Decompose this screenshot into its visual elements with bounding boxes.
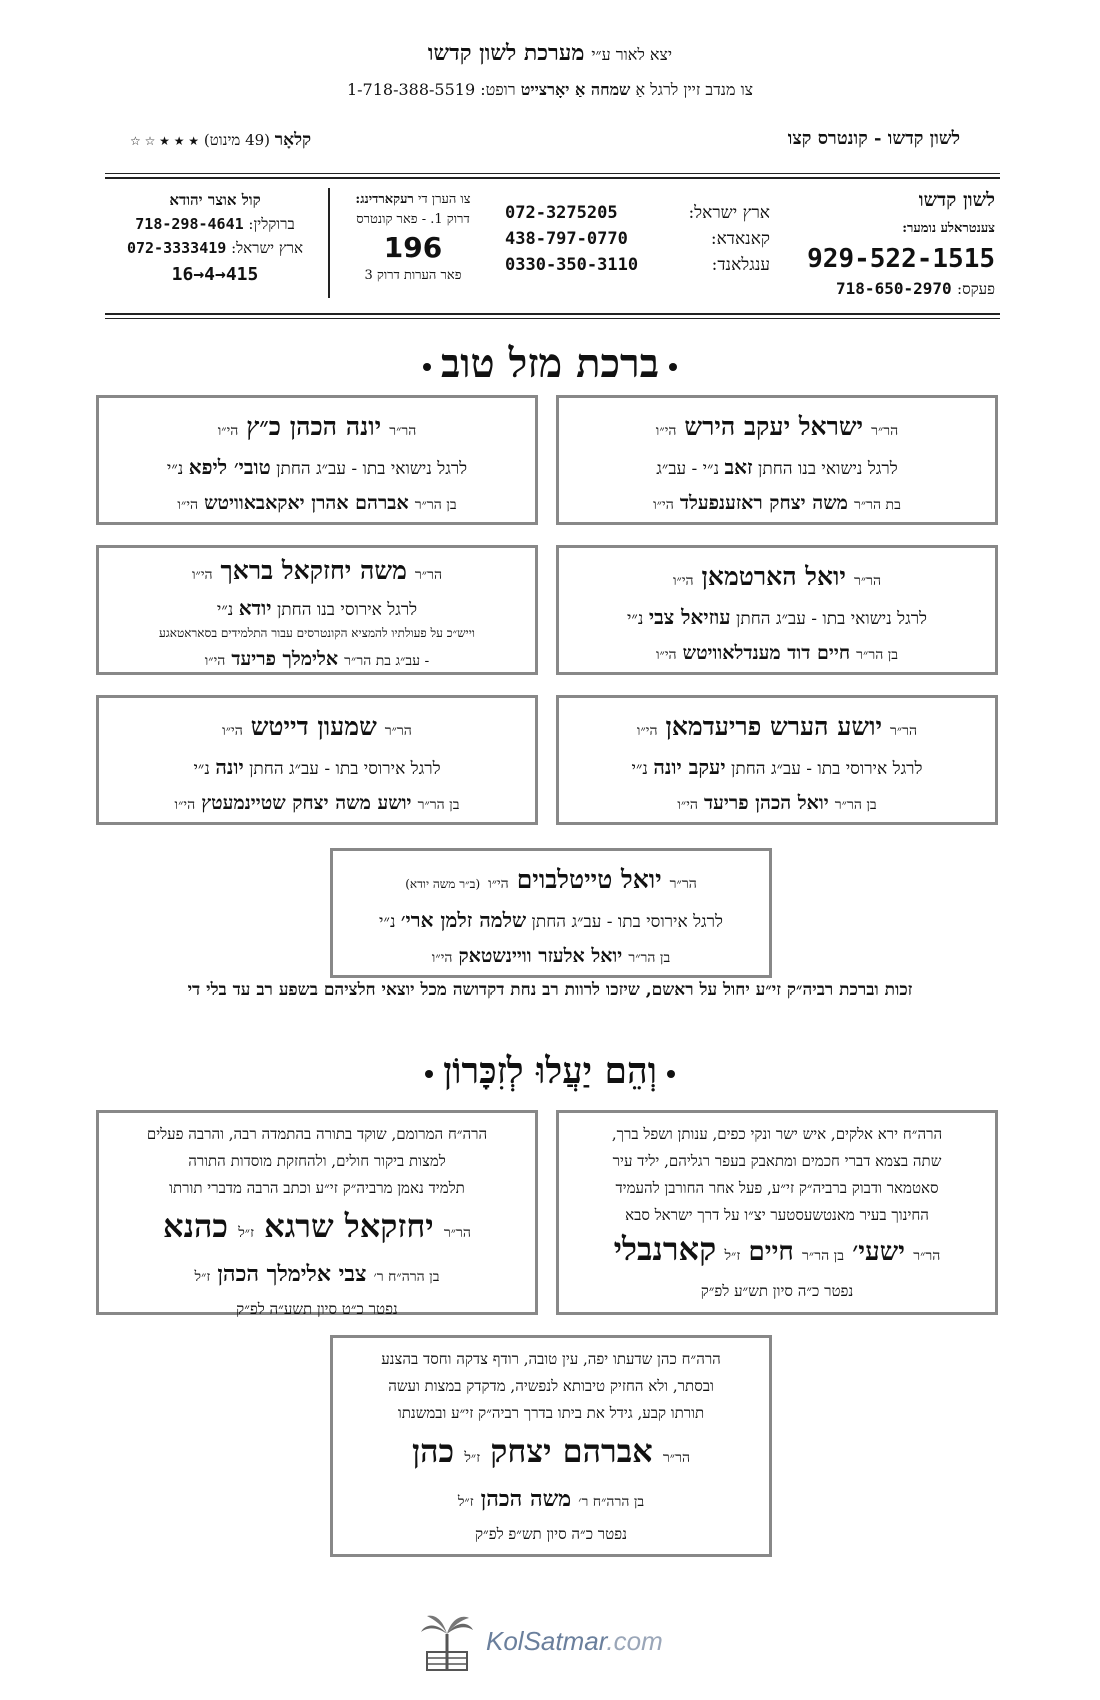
israel-label: ארץ ישראל:	[231, 239, 304, 257]
sponsor-bold: שמחה אַ יאָרצייט	[520, 80, 631, 99]
intl-label: ענגלאנד:	[711, 255, 770, 275]
publisher-name: מערכת לשון קדשו	[427, 40, 585, 66]
memorial-praise: למצות ביקור חולים, ולהחזקת מוסדות התורה	[188, 1152, 446, 1170]
mazel-tov-title-text: ברכת מזל טוב	[441, 340, 659, 387]
palm-tree-logo-icon	[417, 1612, 477, 1674]
mazel-tov-box	[96, 395, 538, 525]
groom-name: יעקב יונה	[653, 755, 726, 779]
contact-intl	[505, 200, 770, 278]
contact-recording	[333, 190, 493, 286]
memorial-suffix: ז״ל	[724, 1248, 741, 1264]
recording-instructions: דרוק 1. - פאר קונטרס	[356, 212, 470, 227]
contact-main-sub: צענטראלע נומער:	[902, 221, 995, 236]
memorial-title-text: וְהֵם יַעֲלוּ לְזִכָּרוֹן	[443, 1050, 657, 1092]
family-name: כהן	[411, 1432, 455, 1470]
intl-label: ארץ ישראל:	[688, 203, 770, 223]
mazel-tov-box	[556, 545, 998, 675]
contact-intl-row	[505, 200, 770, 226]
memorial-box	[96, 1110, 538, 1318]
occasion-text: לרגל נישואי בנו החתן	[758, 459, 898, 479]
occasion-text: לרגל אירוסי בנו החתן	[276, 600, 418, 620]
memorial-title	[0, 1050, 1100, 1092]
deceased-name: ישעי׳	[852, 1237, 905, 1267]
occasion-text: לרגל אירוסי בתו - עב״ג החתן	[249, 759, 441, 779]
title-suffix: הי״ו	[488, 876, 509, 892]
rating-minutes: (49 מינוט)	[203, 131, 271, 149]
father-name: חיים	[748, 1237, 794, 1267]
title-prefix: הר״ר	[853, 573, 882, 589]
contact-rule-thin	[105, 318, 1000, 319]
rating-word: קלאָר	[274, 130, 312, 150]
mazel-tov-box	[556, 395, 998, 525]
relation-prefix: - עב״ג בת הר״ר	[344, 653, 430, 669]
title-suffix: הי״ו	[191, 567, 213, 583]
relation-prefix: בן הר״ר	[628, 950, 671, 966]
groom-name: שלמה זלמן ארי׳	[400, 908, 527, 932]
kol-otzar-code: 16→4→415	[171, 264, 259, 285]
contact-rule	[105, 313, 1000, 315]
groom-name: זאב	[724, 455, 753, 479]
relation-prefix: בן הר״ר	[802, 1248, 844, 1264]
inlaw-name: משה יצחק ראזענפעלד	[679, 492, 848, 514]
title-suffix: הי״ו	[222, 723, 243, 739]
site-wordmark[interactable]	[486, 1626, 663, 1657]
deceased-name: אברהם יצחק	[490, 1432, 653, 1470]
honoree-name: יונה הכהן כ״ץ	[246, 412, 382, 441]
honoree-name: יואל הארטמאן	[701, 562, 846, 591]
intl-number: 0330-350-3110	[505, 255, 639, 275]
title-prefix: הר״ר	[871, 423, 899, 439]
groom-name: יודא	[238, 596, 272, 620]
brooklyn-number: 718-298-4641	[135, 215, 244, 233]
top-rule-thin	[105, 173, 1000, 174]
title-prefix: הר״ר	[662, 1450, 691, 1466]
kol-otzar-title: קול אוצר יהודא	[169, 191, 261, 209]
passing-date: נפטר כ״ט סיון תשע״ה לפ״ק	[236, 1300, 398, 1318]
groom-name: יונה	[215, 755, 244, 779]
israel-number: 072-3333419	[126, 239, 227, 257]
recording-rating	[130, 130, 311, 150]
honoree-name: יואל טייטלבוים	[516, 865, 662, 894]
bullet-dot	[425, 1070, 433, 1078]
honoree-name: שמעון דייטש	[250, 712, 377, 741]
occasion-text: לרגל נישואי בתו - עב״ג החתן	[736, 609, 928, 629]
relation-prefix: בן הר״ר	[856, 647, 899, 663]
memorial-praise: סאטמאר ודבוק ברביה״ק זי״ע, פעל אחר החורבן להעמיד	[615, 1179, 939, 1197]
relation-prefix: בן הר״ר	[414, 497, 457, 513]
title-prefix: הר״ר	[913, 1248, 941, 1264]
father-name: צבי אלימלך הכהן	[217, 1261, 367, 1287]
memorial-praise: הרה״ח כהן שדעתו יפה, עין טובה, רודף צדקה וחסד בהצנע	[381, 1350, 721, 1368]
memorial-father-line	[347, 1482, 755, 1519]
title-suffix: הי״ו	[177, 497, 199, 513]
top-rule	[105, 177, 1000, 179]
sponsor-prefix: צו מנדב זיין לרגל אַ	[635, 80, 754, 99]
contact-intl-row	[505, 252, 770, 278]
memorial-praise: תלמיד נאמן מרביה״ק זי״ע וכתב הרבה מדברי תורתו	[169, 1179, 465, 1197]
groom-name: טובי׳ ליפא	[188, 455, 271, 479]
occasion-suffix: נ״י	[216, 600, 234, 620]
intl-number: 072-3275205	[505, 203, 618, 223]
sponsor-phone: רופט: 1-718-388-5519	[346, 80, 516, 99]
title-prefix: הר״ר	[384, 723, 412, 739]
inlaw-name: אברהם אהרן יאקאבאוויטש	[204, 492, 409, 514]
bullet-dot	[423, 363, 431, 371]
title-suffix: הי״ו	[174, 797, 196, 813]
occasion-suffix: נ״י	[626, 609, 644, 629]
groom-name: עוזיאל צבי	[648, 605, 731, 629]
title-prefix: הר״ר	[443, 1225, 471, 1241]
title-suffix: הי״ו	[677, 797, 698, 813]
mazel-tov-box	[556, 695, 998, 825]
sponsor-line	[0, 80, 1100, 100]
bullet-dot	[669, 363, 677, 371]
memorial-father-line	[113, 1257, 521, 1294]
occasion-suffix: נ״י	[193, 759, 210, 779]
passing-date: נפטר כ״ה סיון תש״פ לפ״ק	[475, 1525, 627, 1543]
occasion-suffix: נ״י	[631, 759, 648, 779]
inlaw-name: יואל אלעזר וויינשטאק	[458, 945, 623, 967]
relation-prefix: בת הר״ר	[853, 497, 901, 513]
contact-main-title: לשון קדשו	[918, 189, 995, 211]
mazel-tov-box	[330, 848, 772, 978]
contact-main	[795, 187, 995, 302]
deceased-name: יחזקאל שרגא	[264, 1207, 434, 1245]
occasion-text: לרגל נישואי בתו - עב״ג החתן	[276, 459, 468, 479]
contact-intl-row	[505, 226, 770, 252]
title-suffix: הי״ו	[655, 423, 677, 439]
memorial-praise: הרה״ח המרומם, שוקד בתורה בהתמדה רבה, והרבה פעלים	[146, 1125, 488, 1143]
honoree-name: ישראל יעקב הירש	[684, 412, 864, 441]
relation-prefix: בן הרה״ח ר׳	[373, 1269, 440, 1285]
site-brand: KolSatmar	[486, 1626, 607, 1656]
memorial-name-line	[573, 1229, 981, 1276]
memorial-box	[556, 1110, 998, 1315]
title-prefix: הר״ר	[669, 876, 697, 892]
memorial-name-line	[347, 1427, 755, 1482]
title-suffix: הי״ו	[431, 950, 453, 966]
relation-prefix: בן הר״ר	[834, 797, 877, 813]
intl-number: 438-797-0770	[505, 229, 628, 249]
relation-prefix: בן הרה״ח ר׳	[578, 1494, 645, 1510]
memorial-suffix: ז״ל	[464, 1450, 481, 1466]
memorial-praise: הרה״ח ירא אלקים, איש ישר ונקי כפים, ענותן ושפל ברך,	[611, 1125, 943, 1143]
occasion-suffix: נ״י - עב״ג	[656, 459, 720, 479]
family-name: קארנבלי	[613, 1230, 717, 1268]
memorial-box	[330, 1335, 772, 1557]
inlaw-name: חיים דוד מענדלאוויטש	[682, 642, 851, 664]
title-prefix: הר״ר	[389, 423, 417, 439]
contact-kol-otzar	[110, 188, 320, 290]
bullet-dot	[667, 1070, 675, 1078]
occasion-suffix: נ״י	[379, 912, 396, 932]
recording-notes: פאר הערות דרוק 3	[364, 268, 462, 283]
title-prefix: הר״ר	[414, 567, 443, 583]
title-suffix: הי״ו	[672, 573, 694, 589]
series-name: לשון קדשו - קונטרס	[817, 128, 960, 149]
title-suffix: הי״ו	[636, 723, 658, 739]
title-prefix: הר״ר	[889, 723, 918, 739]
recording-label-bold: רעקארדינג:	[355, 192, 414, 207]
memorial-suffix: ז״ל	[194, 1269, 211, 1285]
title-suffix: הי״ו	[217, 423, 239, 439]
occasion-text: לרגל אירוסי בתו - עב״ג החתן	[531, 912, 723, 932]
title-suffix: הי״ו	[655, 647, 677, 663]
mazel-tov-box	[96, 545, 538, 675]
memorial-name-line	[113, 1202, 521, 1257]
publisher-line	[0, 40, 1100, 66]
honoree-father: (ב״ר משה יודא)	[405, 877, 481, 891]
occasion-text: לרגל אירוסי בתו - עב״ג החתן	[731, 759, 923, 779]
father-name: משה הכהן	[480, 1486, 572, 1512]
brooklyn-label: ברוקלין:	[248, 215, 295, 233]
recording-number: 196	[383, 231, 443, 264]
honoree-name: יושע הערש פריעדמאן	[665, 712, 883, 741]
title-suffix: הי״ו	[204, 653, 226, 669]
thanks-note: וייש״כ על פעולתיו להמציא הקונטרסים עבור התלמידים בסאראטאגע	[159, 626, 475, 640]
rating-stars: ★ ★ ★ ☆ ☆	[130, 134, 200, 148]
honoree-name: משה יחזקאל בראך	[220, 556, 407, 585]
family-name: כהנא	[163, 1207, 229, 1245]
occasion-suffix: נ״י	[166, 459, 184, 479]
site-tld: .com	[606, 1626, 663, 1656]
memorial-praise: שתה בצמא דברי חכמים ומתאבק בעפר רגליהם, יליד עיר	[612, 1152, 942, 1170]
inlaw-name: אלימלך פריעד	[231, 648, 339, 670]
contact-main-number: 929-522-1515	[807, 244, 995, 274]
series-number: קצו	[787, 128, 812, 149]
title-suffix: הי״ו	[653, 497, 674, 513]
publisher-prefix: יצא לאור ע״י	[591, 45, 673, 64]
memorial-suffix: ז״ל	[238, 1225, 254, 1241]
memorial-suffix: ז״ל	[457, 1494, 474, 1510]
memorial-praise: תורתו קבע, גידל את ביתו בדרך רביה״ק זי״ע ובמשנתו	[397, 1404, 705, 1422]
recording-label: צו הערן די	[417, 192, 471, 207]
memorial-praise: ובסתר, ולא החזיק טיבותא לנפשיה, מדקדק במצות ועשה	[388, 1377, 714, 1395]
fax-number: 718-650-2970	[836, 279, 952, 298]
inlaw-name: יואל הכהן פריעד	[704, 792, 829, 814]
relation-prefix: בן הר״ר	[417, 797, 460, 813]
series-subtitle	[788, 128, 960, 149]
contact-separator	[328, 188, 330, 298]
mazel-tov-title	[0, 340, 1100, 387]
intl-label: קאנאדא:	[710, 229, 770, 249]
mazel-tov-box	[96, 695, 538, 825]
memorial-praise: החינוך בעיר מאנטשעסטער יצ״ו על דרך ישראל סבא	[625, 1206, 929, 1224]
blessing-line: זכות וברכת רביה״ק זי״ע יחול על ראשם, שיזכו לרוות רב נחת דקדושה מכל יוצאי חלציהם בשפע רב עד בלי די	[187, 980, 913, 1000]
inlaw-name: יושע משה יצחק שטיינמעטץ	[201, 792, 412, 814]
passing-date: נפטר כ״ה סיון תש״ע לפ״ק	[700, 1282, 854, 1300]
fax-label: פעקס:	[957, 280, 995, 298]
